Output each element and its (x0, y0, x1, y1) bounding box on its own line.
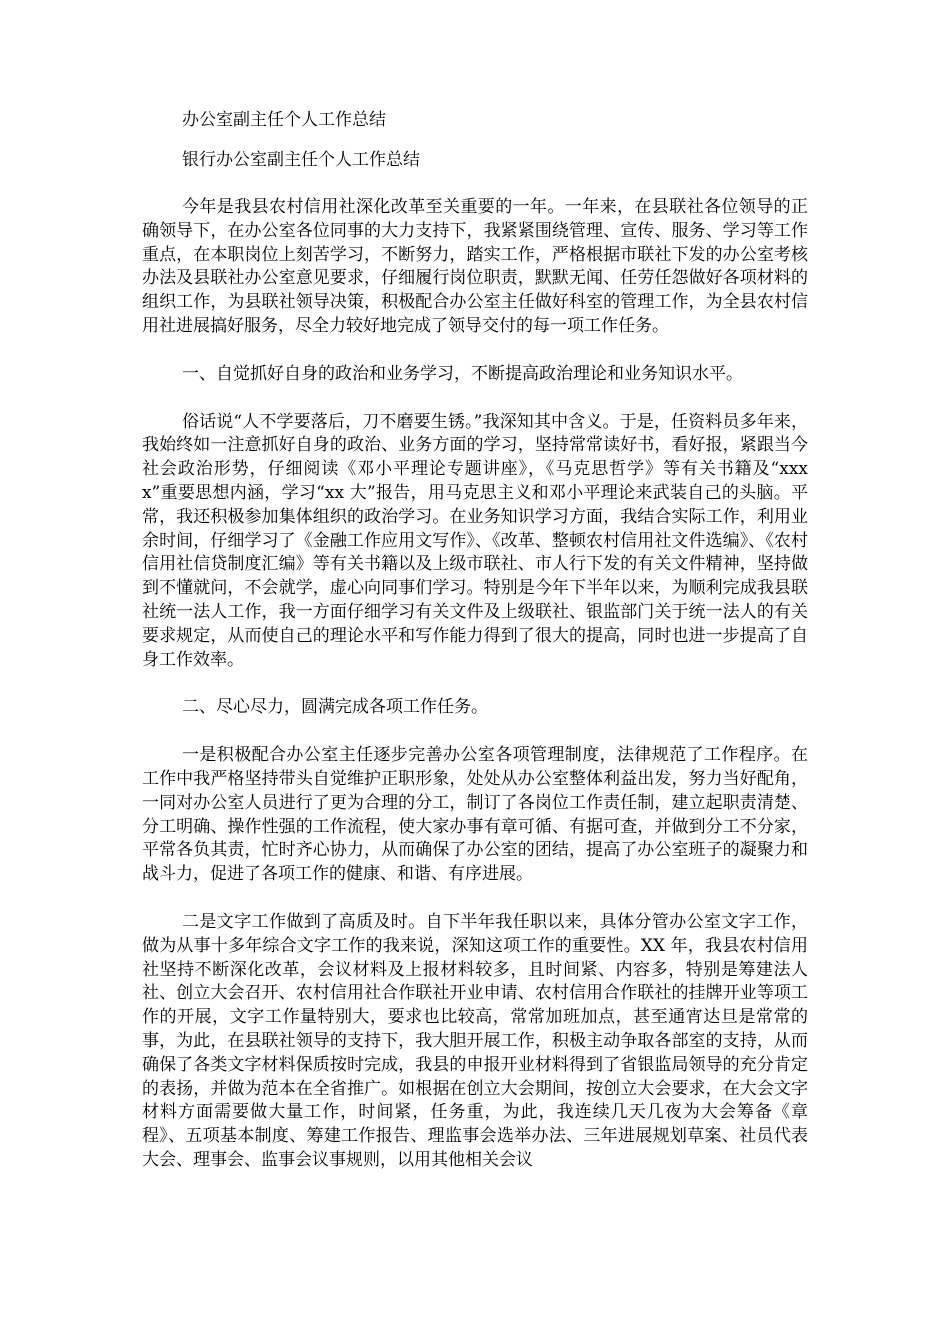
document-subtitle: 银行办公室副主任个人工作总结 (182, 150, 420, 170)
paragraph-study: 俗话说“人不学要落后，刀不磨要生锈。”我深知其中含义。于是，任资料员多年来，我始终如一注意抓好自身的政治、业务方面的学习，坚持常常读好书，看好报，紧跟当今社会政治形势，仔细阅读《邓小平理论专题讲座》，《马克思哲学》等有关书籍及“xxxx”重要思想内涵，学习“xx 大”报告，用马克思主义和邓小平理论来武装自己的头脑。平常，我还积极参加集体组织的政治学习。在业务知识学习方面，我结合实际工作，利用业余时间，仔细学习了《金融工作应用文写作》、《改革、整顿农村信用社文件选编》、《农村信用社信贷制度汇编》等有关书籍以及上级市联社、市人行下发的有关文件精神，坚持做到不懂就问，不会就学，虚心向同事们学习。特别是今年下半年以来，为顺利完成我县联社统一法人工作，我一方面仔细学习有关文件及上级联社、银监部门关于统一法人的有关要求规定，从而使自己的理论水平和写作能力得到了很大的提高，同时也进一步提高了自身工作效率。 (142, 411, 808, 670)
document-body (142, 108, 808, 1173)
paragraph-intro: 今年是我县农村信用社深化改革至关重要的一年。一年来，在县联社各位领导的正确领导下，在办公室各位同事的大力支持下，我紧紧围绕管理、宣传、服务、学习等工作重点，在本职岗位上刻苦学习，不断努力，踏实工作，严格根据市联社下发的办公室考核办法及县联社办公室意见要求，仔细履行岗位职责，默默无闻、任劳任怨做好各项材料的组织工作，为县联社领导决策，积极配合办公室主任做好科室的管理工作，为全县农村信用社进展搞好服务，尽全力较好地完成了领导交付的每一项工作任务。 (142, 197, 808, 336)
section-heading-2: 二、尽心尽力，圆满完成各项工作任务。 (182, 697, 488, 718)
paragraph-writing: 二是文字工作做到了高质及时。自下半年我任职以来，具体分管办公室文字工作，做为从事十多年综合文字工作的我来说，深知这项工作的重要性。XX 年，我县农村信用社坚持不断深化改革，会议材料及上报材料较多，且时间紧、内容多，特别是筹建法人社、创立大会召开、农村信用社合作联社开业申请、农村信用合作联社的挂牌开业等项工作的开展，文字工作量特别大，要求也比较高，常常加班加点，甚至通宵达旦是常常的事，为此，在县联社领导的支持下，我大胆开展工作，积极主动争取各部室的支持，从而确保了各类文字材料保质按时完成，我县的申报开业材料得到了省银监局领导的充分肯定的表扬，并做为范本在全省推广。如根据在创立大会期间，按创立大会要求，在大会文字材料方面需要做大量工作，时间紧，任务重，为此，我连续几天几夜为大会筹备《章程》、五项基本制度、筹建工作报告、理监事会选举办法、三年进展规划草案、社员代表大会、理事会、监事会议事规则，以用其他相关会议 (142, 911, 808, 1170)
document-title: 办公室副主任个人工作总结 (182, 110, 386, 130)
section-heading-1: 一、自觉抓好自身的政治和业务学习，不断提高政治理论和业务知识水平。 (182, 363, 743, 384)
paragraph-management: 一是积极配合办公室主任逐步完善办公室各项管理制度，法律规范了工作程序。在工作中我严格坚持带头自觉维护正职形象，处处从办公室整体利益出发，努力当好配角，一同对办公室人员进行了更为合理的分工，制订了各岗位工作责任制，建立起职责清楚、分工明确、操作性强的工作流程，使大家办事有章可循、有据可查，并做到分工不分家，平常各负其责，忙时齐心协力，从而确保了办公室的团结，提高了办公室班子的凝聚力和战斗力，促进了各项工作的健康、和谐、有序进展。 (142, 745, 808, 885)
